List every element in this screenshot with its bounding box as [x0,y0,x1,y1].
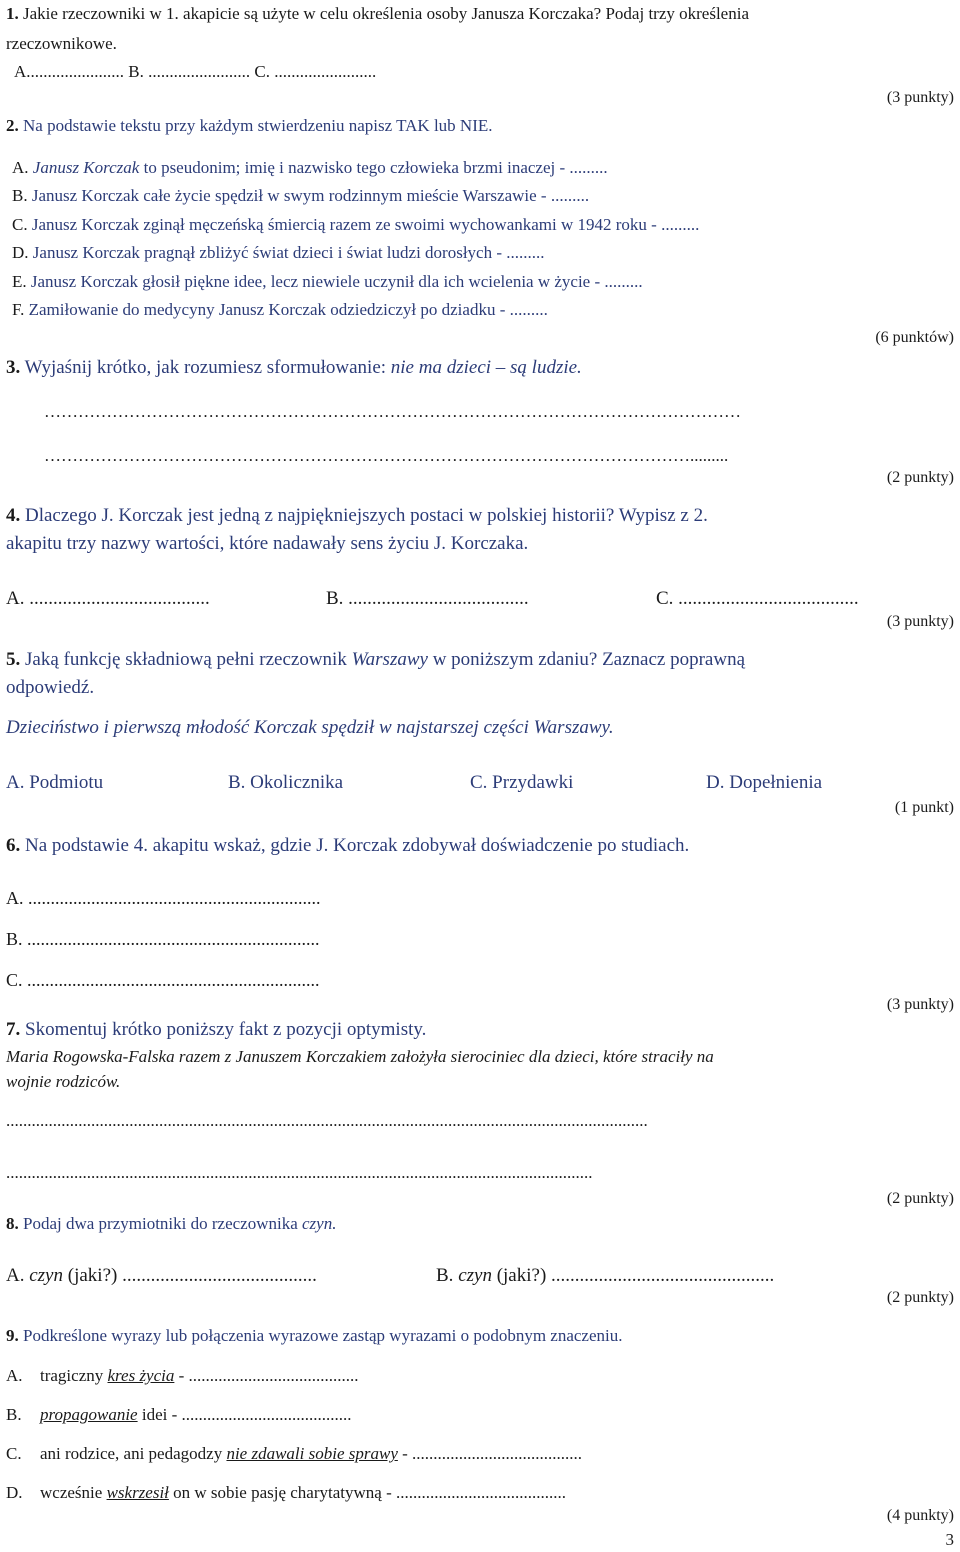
q4-answer-c: C. ...................................... [656,588,859,609]
q2-item-text: to pseudonim; imię i nazwisko tego człowieka brzmi inaczej - ......... [139,158,608,177]
q9-item-post: idei - ........................................ [137,1405,352,1424]
q4-answer-b: B. ...................................... [326,588,529,609]
q1-points: (3 punkty) [886,89,954,106]
q3-number: 3. [6,357,21,378]
q1-text-1: Jakie rzeczowniki w 1. akapicie są użyte w celu określenia osoby Janusza Korczaka? Podaj trzy określenia [23,4,749,23]
q9-item-letter: A. [6,1366,23,1385]
q2-number: 2. [6,116,19,135]
q6-heading [6,834,689,858]
q8-number: 8. [6,1214,19,1233]
q6-answer-b: B. ................................................................. [6,929,320,949]
q6-points: (3 punkty) [886,996,954,1013]
q1-line1 [6,2,749,26]
q1-text-2: rzeczownikowe. [6,34,117,53]
q5-text-2: odpowiedź. [6,677,95,698]
q1-answers: A....................... B. ........................ C. ........................ [14,62,377,81]
q2-item-letter: F. [12,300,25,319]
q7-fact-line1: Maria Rogowska-Falska razem z Januszem Korczakiem założyła sierociniec dla dzieci, które straciły na [6,1047,714,1066]
q2-points: (6 punktów) [875,329,954,346]
q9-item-pre: tragiczny [40,1366,108,1385]
q2-item-text: Zamiłowanie do medycyny Janusz Korczak odziedziczył po dziadku - ......... [28,300,548,319]
q3-text: Wyjaśnij krótko, jak rozumiesz sformułowanie: [24,357,391,378]
q2-item-text: Janusz Korczak całe życie spędził w swym rodzinnym mieście Warszawie - ......... [31,186,590,205]
q7-text: Skomentuj krótko poniższy fakt z pozycji optymisty. [25,1019,427,1040]
q6-answer-c: C. ................................................................. [6,970,320,990]
q7-answer-line-2: .......................................................................................................................................... [6,1163,593,1182]
q9-item-letter: C. [6,1444,22,1463]
q8-points: (2 punkty) [886,1289,954,1306]
q9-text: Podkreślone wyrazy lub połączenia wyrazowe zastąp wyrazami o podobnym znaczeniu. [23,1326,623,1345]
q5-option-c: C. Przydawki [470,772,574,793]
q7-number: 7. [6,1019,21,1040]
q9-item-post: on w sobie pasję charytatywną - ........................................ [168,1483,566,1502]
q5-line1 [6,648,745,672]
q2-item-text: Janusz Korczak zginął męczeńską śmiercią razem ze swoimi wychowankami w 1942 roku - ......... [31,215,700,234]
q9-item-c [6,1443,582,1465]
q9-item-b [6,1404,352,1426]
q9-item-a [6,1365,359,1387]
q5-text-1a: Jaką funkcję składniową pełni rzeczownik [25,649,352,670]
q6-text: Na podstawie 4. akapitu wskaż, gdzie J. Korczak zdobywał doświadczenie po studiach. [25,835,690,856]
q8-answer-b-prefix: B. [436,1265,459,1286]
q2-item-b [12,184,589,208]
q3-heading [6,356,582,380]
q9-item-underlined: nie zdawali sobie sprawy [226,1444,398,1463]
q2-heading [6,114,492,138]
q9-number: 9. [6,1326,19,1345]
q3-points: (2 punkty) [886,469,954,486]
q2-item-letter: A. [12,158,29,177]
q4-line1 [6,504,708,528]
q9-item-pre: ani rodzice, ani pedagodzy [40,1444,227,1463]
q2-item-e [12,270,643,294]
q5-option-b: B. Okolicznika [228,772,344,793]
q9-item-letter: B. [6,1405,22,1424]
q4-points: (3 punkty) [886,613,954,630]
q8-answer-a-noun: czyn [29,1265,63,1286]
q2-item-text: Janusz Korczak głosił piękne idee, lecz niewiele uczynił dla ich wcielenia w życie - ......... [30,272,643,291]
q8-answer-b-blank: (jaki?) ............................................... [491,1265,775,1286]
q5-points: (1 punkt) [894,799,954,816]
q2-item-letter: D. [12,243,29,262]
q9-item-post: - ........................................ [174,1366,359,1385]
q2-item-text: Janusz Korczak pragnął zbliżyć świat dzieci i świat ludzi dorosłych - ......... [32,243,545,262]
q2-item-letter: E. [12,272,27,291]
q1-number: 1. [6,4,19,23]
q5-text-1-italic: Warszawy [351,649,428,670]
q9-points: (4 punkty) [886,1507,954,1524]
q2-item-c [12,213,699,237]
q9-item-letter: D. [6,1483,23,1502]
q9-item-post: - ........................................ [397,1444,583,1463]
q9-item-underlined: wskrzesił [106,1483,169,1502]
q6-number: 6. [6,835,21,856]
q7-points: (2 punkty) [886,1190,954,1207]
q8-answer-b [436,1264,774,1288]
q8-answer-b-noun: czyn [458,1265,492,1286]
q2-item-d [12,241,545,265]
q5-option-a: A. Podmiotu [6,772,104,793]
q6-answer-a: A. ................................................................. [6,888,321,908]
q9-item-pre: wcześnie [40,1483,107,1502]
q8-text: Podaj dwa przymiotniki do rzeczownika [23,1214,303,1233]
q4-text-1: Dlaczego J. Korczak jest jedną z najpiękniejszych postaci w polskiej historii? Wypisz z 2. [25,505,708,526]
q7-heading [6,1018,426,1042]
q2-text: Na podstawie tekstu przy każdym stwierdzeniu napisz TAK lub NIE. [23,116,493,135]
q8-answer-a [6,1264,317,1288]
q5-option-d: D. Dopełnienia [706,772,823,793]
q2-item-a [12,156,608,180]
q3-answer-line-2: ……………………………………………………………………………………………………......... [44,446,729,465]
q7-fact-line2: wojnie rodziców. [6,1072,121,1091]
q4-text-2: akapitu trzy nazwy wartości, które nadawały sens życiu J. Korczaka. [6,533,529,554]
q5-number: 5. [6,649,21,670]
q5-text-1b: w poniższym zdaniu? Zaznacz poprawną [427,649,746,670]
q8-answer-a-blank: (jaki?) ......................................... [63,1265,317,1286]
q9-item-d [6,1482,566,1504]
q8-answer-a-prefix: A. [6,1265,30,1286]
q9-item-underlined: kres życia [107,1366,175,1385]
q3-quote: nie ma dzieci – są ludzie. [390,357,582,378]
q8-noun: czyn. [302,1214,337,1233]
q2-item-italic: Janusz Korczak [32,158,140,177]
q4-number: 4. [6,505,21,526]
q5-sentence: Dzieciństwo i pierwszą młodość Korczak spędził w najstarszej części Warszawy. [6,717,614,738]
q7-answer-line-1: ....................................................................................................................................................... [6,1111,648,1130]
q3-answer-line-1: …………………………………………………………………………………………………………… [44,402,741,421]
q9-heading [6,1324,623,1348]
q2-item-letter: B. [12,186,28,205]
q8-heading [6,1212,336,1236]
q9-item-underlined: propagowanie [40,1405,138,1424]
q4-answer-a: A. ...................................... [6,588,210,609]
q2-item-f [12,298,548,322]
page-number: 3 [945,1530,954,1549]
q2-item-letter: C. [12,215,28,234]
